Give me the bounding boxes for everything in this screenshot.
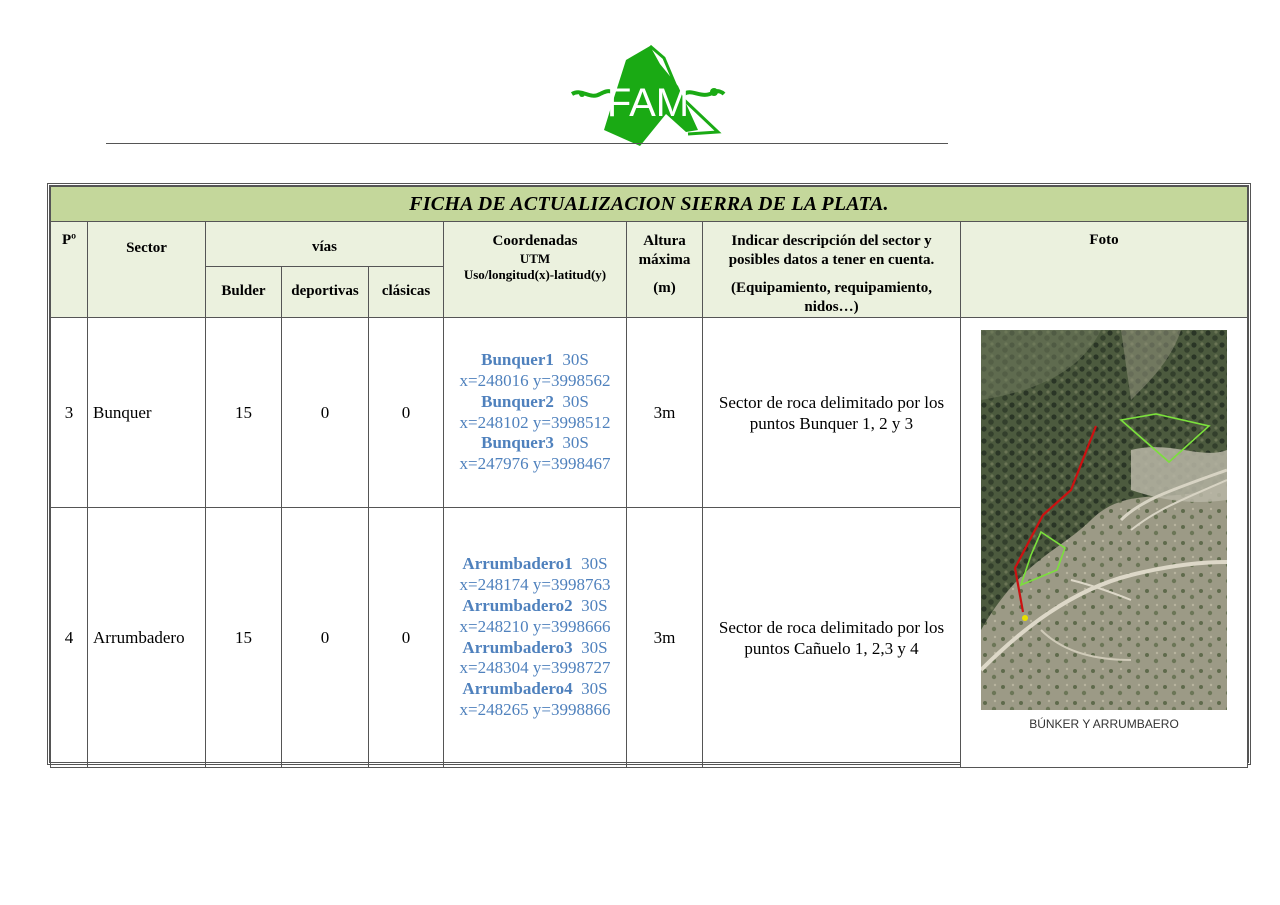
coord-point [444, 350, 626, 371]
row-sector: Arrumbadero [88, 508, 206, 768]
coord-point-name: Bunquer1 [481, 350, 554, 370]
coord-zone: 30S [581, 595, 608, 615]
coord-point-name: Bunquer2 [481, 391, 554, 411]
marker-point [1022, 615, 1028, 621]
coord-xy: x=248102 y=3998512 [459, 412, 611, 432]
row-bulder: 15 [206, 508, 282, 768]
photo-caption: BÚNKER Y ARRUMBAERO [1029, 717, 1179, 731]
coord-point-name: Arrumbadero3 [462, 637, 573, 657]
coord-point [444, 554, 626, 575]
coord-point [444, 596, 626, 617]
header-sector: Sector [88, 222, 206, 318]
row-altura: 3m [627, 318, 703, 508]
coord-point [444, 392, 626, 413]
row-coordinates [444, 318, 627, 508]
coord-zone: 30S [581, 679, 608, 699]
coord-zone: 30S [562, 433, 589, 453]
aerial-photo [981, 330, 1227, 710]
coord-zone: 30S [562, 391, 589, 411]
coord-point [444, 638, 626, 659]
row-deportivas: 0 [282, 508, 369, 768]
header-desc-main: Indicar descripción del sector y posibles datos a tener en cuenta. [728, 233, 935, 268]
coord-xy: x=248016 y=3998562 [459, 370, 611, 390]
row-sector: Bunquer [88, 318, 206, 508]
header-altura-unit: (m) [653, 279, 676, 296]
photo-cell [961, 318, 1248, 768]
coord-point-name: Arrumbadero4 [462, 679, 573, 699]
row-altura: 3m [627, 508, 703, 768]
row-clasicas: 0 [369, 508, 444, 768]
coord-point [444, 433, 626, 454]
row-bulder: 15 [206, 318, 282, 508]
header-foto: Foto [961, 222, 1248, 318]
logo-text: FAM [606, 81, 690, 125]
header-altura [627, 222, 703, 318]
coord-xy: x=248265 y=3998866 [459, 699, 611, 719]
header-vias: vías [206, 222, 444, 267]
coord-point-name: Bunquer3 [481, 433, 554, 453]
header-desc-note: (Equipamiento, requipamiento, nidos…) [731, 280, 932, 315]
aerial-map-image [981, 330, 1227, 710]
coord-point [444, 679, 626, 700]
header-coord-utm: UTM [519, 250, 551, 266]
fam-logo-mark [568, 42, 728, 150]
header-coord-title: Coordenadas [492, 233, 578, 249]
row-coordinates [444, 508, 627, 768]
coord-xy: x=248210 y=3998666 [459, 616, 611, 636]
row-number: 4 [51, 508, 88, 768]
header-altura-line1: Altura [643, 233, 686, 249]
coord-xy: x=248304 y=3998727 [459, 658, 611, 678]
coord-zone: 30S [562, 350, 589, 370]
header-altura-line2: máxima [638, 251, 691, 268]
row-description: Sector de roca delimitado por los puntos Bunquer 1, 2 y 3 [703, 318, 961, 508]
fam-logo [568, 42, 728, 150]
header-number: Pº [51, 222, 88, 318]
coord-xy: x=247976 y=3998467 [459, 454, 611, 474]
row-deportivas: 0 [282, 318, 369, 508]
table-row [51, 318, 1248, 508]
header-divider [106, 143, 948, 144]
update-sheet [47, 183, 1251, 765]
row-description: Sector de roca delimitado por los puntos Cañuelo 1, 2,3 y 4 [703, 508, 961, 768]
header-clasicas: clásicas [369, 266, 444, 317]
header-deportivas: deportivas [282, 266, 369, 317]
row-clasicas: 0 [369, 318, 444, 508]
coord-zone: 30S [581, 554, 608, 574]
header-bulder: Bulder [206, 266, 282, 317]
coord-zone: 30S [581, 637, 608, 657]
header-coord-format: Uso/longitud(x)-latitud(y) [463, 267, 607, 283]
sheet-title: FICHA DE ACTUALIZACION SIERRA DE LA PLATA. [51, 187, 1248, 222]
sector-table [50, 186, 1248, 768]
coord-point-name: Arrumbadero2 [462, 595, 573, 615]
row-number: 3 [51, 318, 88, 508]
header-description [703, 222, 961, 318]
coord-point-name: Arrumbadero1 [462, 554, 573, 574]
header-coordinates [444, 222, 627, 318]
coord-xy: x=248174 y=3998763 [459, 575, 611, 595]
